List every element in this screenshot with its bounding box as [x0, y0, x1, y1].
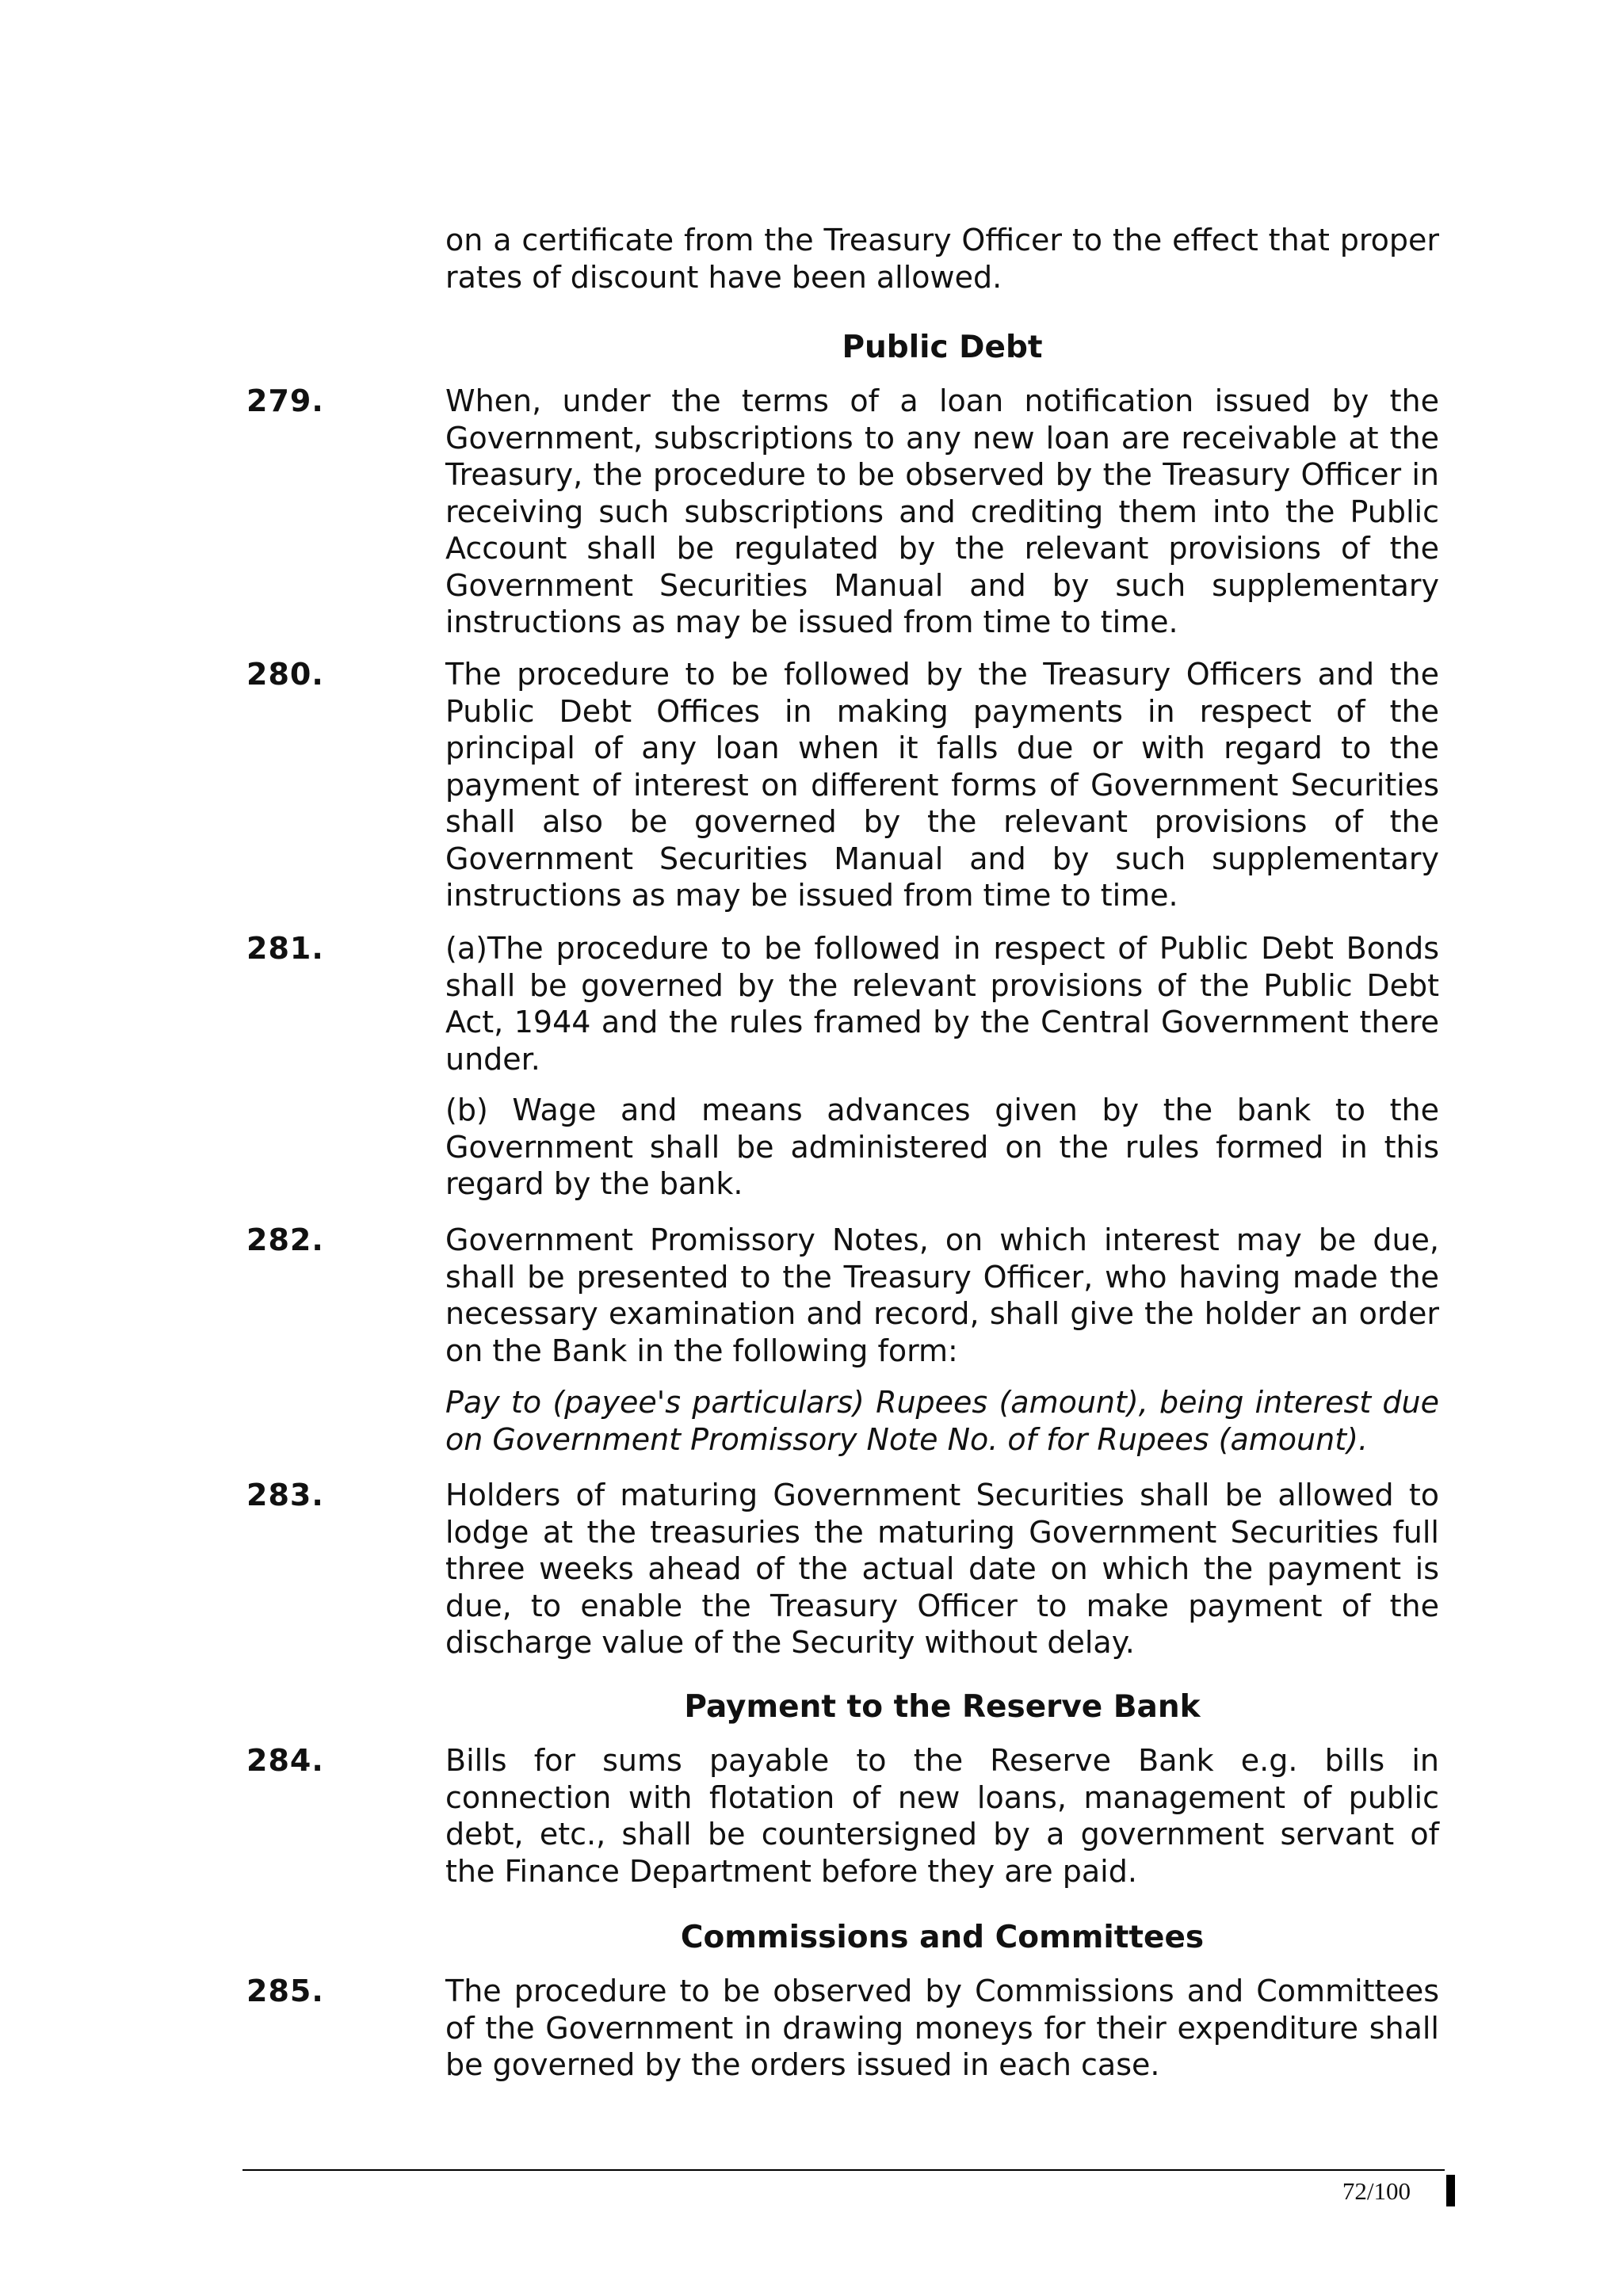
- section-number-285: 285.: [246, 1974, 324, 2008]
- section-number-283: 283.: [246, 1478, 324, 1512]
- intro-paragraph: on a certificate from the Treasury Officer to the effect that proper rates of discount have been allowed.: [445, 223, 1439, 295]
- section-number-282: 282.: [246, 1222, 324, 1257]
- heading-payment-reserve-bank: Payment to the Reserve Bank: [684, 1689, 1201, 1725]
- heading-public-debt: Public Debt: [842, 330, 1043, 365]
- section-number-279: 279.: [246, 383, 324, 418]
- intro-block: [445, 222, 1439, 296]
- section-285: [445, 1973, 1439, 2084]
- section-number-281: 281.: [246, 931, 324, 966]
- section-282: [445, 1222, 1439, 1369]
- page-edge-marker: [1446, 2175, 1455, 2206]
- section-280-text: The procedure to be followed by the Treasury Officers and the Public Debt Offices in making payments in respect of the principal of any loan when it falls due or with regard to the payment of interest on different forms of Government Securities shall also be governed by the relevant provisions of the Government Securities Manual and by such supplementary instructions as may be issued from time to time.: [445, 657, 1439, 913]
- section-number-284: 284.: [246, 1743, 324, 1778]
- section-282-form: [445, 1384, 1439, 1458]
- section-279: [445, 383, 1439, 641]
- section-283: [445, 1477, 1439, 1661]
- page-number: 72/100: [1342, 2177, 1411, 2205]
- section-282-text: Government Promissory Notes, on which interest may be due, shall be presented to the Treasury Officer, who having made the necessary examination and record, shall give the holder an order on the Bank in the following form:: [445, 1222, 1439, 1368]
- footer-divider: [242, 2169, 1445, 2171]
- section-281-text-b: (b) Wage and means advances given by the bank to the Government shall be administered on the rules formed in this regard by the bank.: [445, 1093, 1439, 1201]
- section-280: [445, 656, 1439, 914]
- section-281: [445, 930, 1439, 1077]
- section-284-text: Bills for sums payable to the Reserve Bank e.g. bills in connection with flotation of new loans, management of public debt, etc., shall be countersigned by a government servant of the Finance Department before they are paid.: [445, 1743, 1439, 1889]
- heading-commissions: Commissions and Committees: [680, 1920, 1205, 1955]
- section-284: [445, 1742, 1439, 1890]
- section-283-text: Holders of maturing Government Securities shall be allowed to lodge at the treasuries the maturing Government Securities full three weeks ahead of the actual date on which the payment is due, to enable the Treasury Officer to make payment of the discharge value of the Security without delay.: [445, 1478, 1439, 1660]
- section-281-text-a: (a)The procedure to be followed in respect of Public Debt Bonds shall be governed by the relevant provisions of the Public Debt Act, 1944 and the rules framed by the Central Government there under.: [445, 931, 1439, 1077]
- section-279-text: When, under the terms of a loan notification issued by the Government, subscriptions to any new loan are receivable at the Treasury, the procedure to be observed by the Treasury Officer in receiving such subscriptions and crediting them into the Public Account shall be regulated by the relevant provisions of the Government Securities Manual and by such supplementary instructions as may be issued from time to time.: [445, 383, 1439, 639]
- section-282-form-text: Pay to (payee's particulars) Rupees (amount), being interest due on Government Promissory Note No. of for Rupees (amount).: [445, 1385, 1439, 1457]
- section-number-280: 280.: [246, 657, 324, 692]
- section-281-b: [445, 1092, 1439, 1203]
- section-285-text: The procedure to be observed by Commissions and Committees of the Government in drawing moneys for their expenditure shall be governed by the orders issued in each case.: [445, 1974, 1439, 2082]
